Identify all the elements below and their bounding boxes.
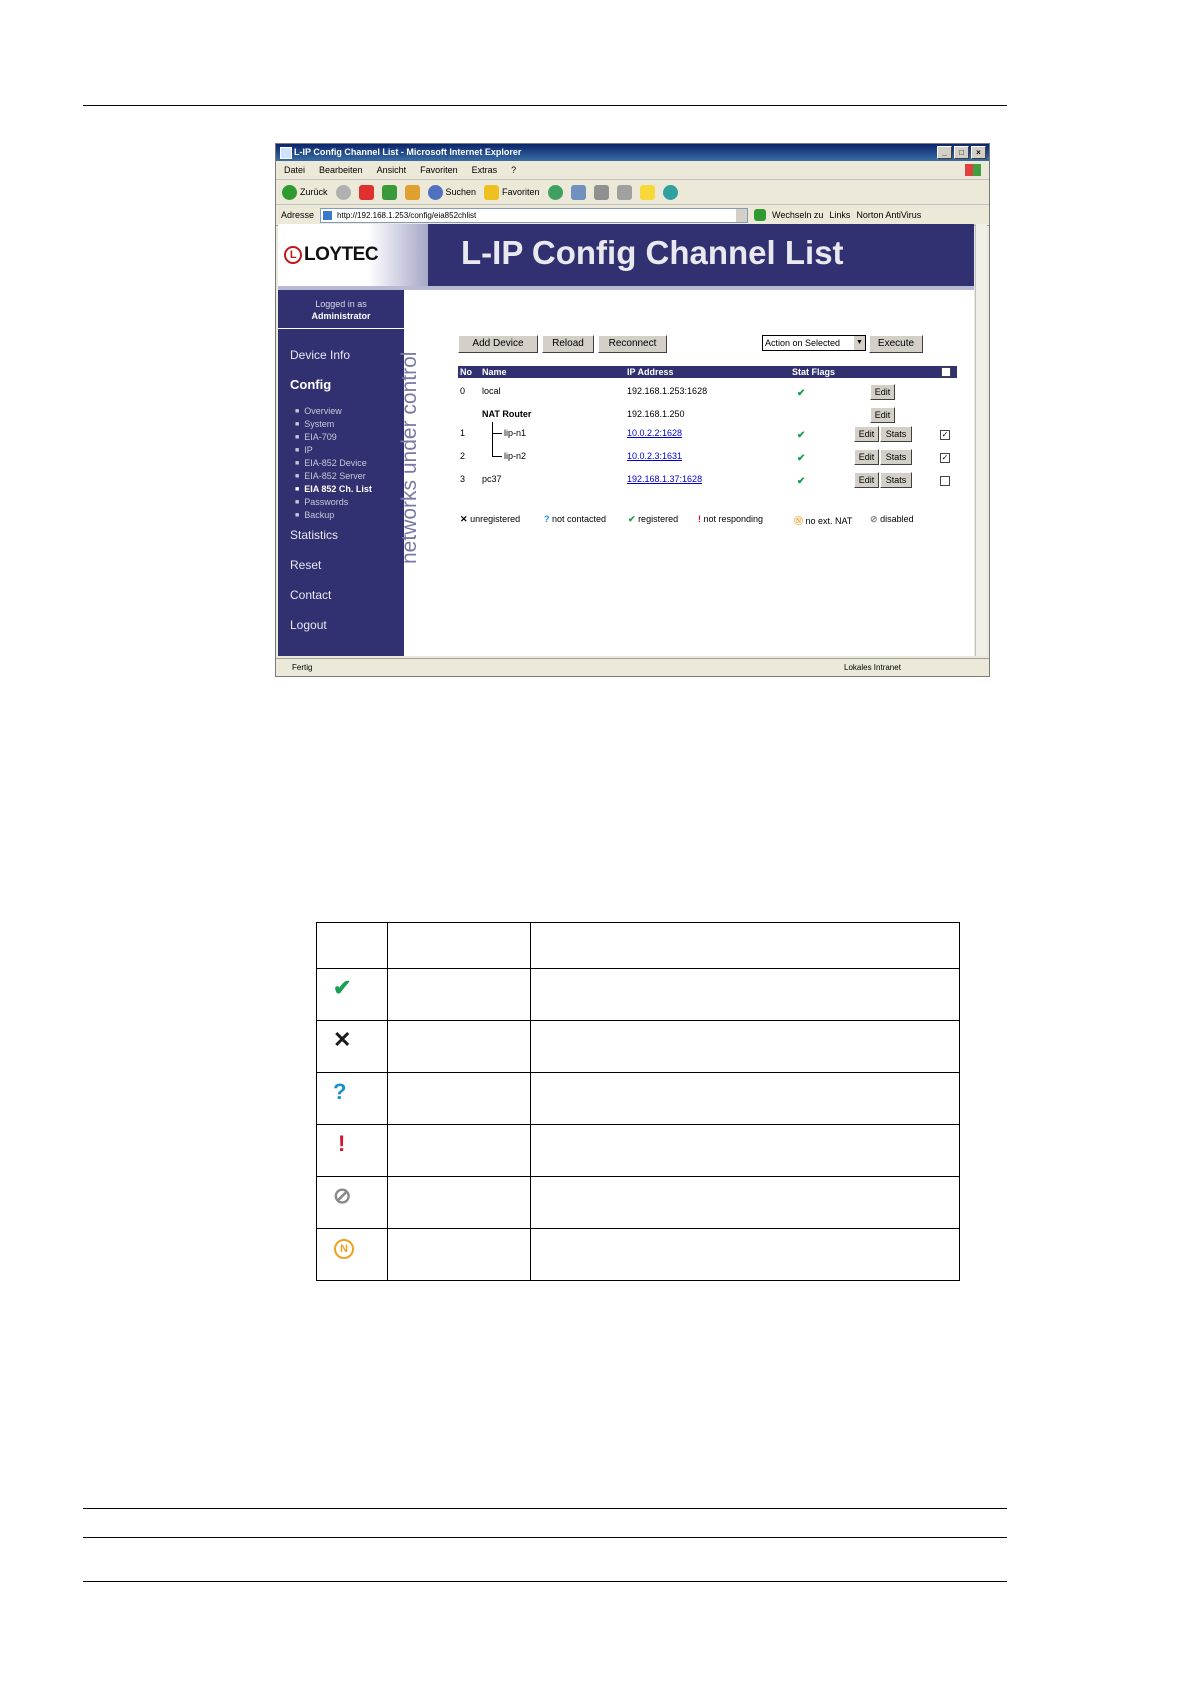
- status-text: Fertig: [292, 663, 313, 672]
- logo-area: [278, 224, 428, 286]
- header-cell: [388, 923, 531, 969]
- nav-contact[interactable]: Contact: [290, 588, 332, 602]
- description-cell: [531, 1073, 960, 1125]
- description-cell: [531, 1177, 960, 1229]
- history-icon[interactable]: [548, 185, 563, 200]
- check-icon: ✔: [333, 975, 352, 1000]
- sub-eia852-server[interactable]: ■ EIA-852 Server: [295, 470, 372, 483]
- status-bar: [276, 658, 989, 676]
- loytec-logo: L LOYTEC: [284, 244, 378, 266]
- nat-icon: Ⓝ: [794, 516, 804, 526]
- status-icon-table: [316, 922, 960, 1281]
- exclamation-icon: !: [698, 514, 701, 524]
- chevron-down-icon: ▼: [854, 336, 865, 350]
- address-url: http://192.168.1.253/config/eia852chlist: [337, 210, 477, 220]
- legend-no-ext-nat-label: no ext. NAT: [805, 516, 853, 526]
- back-label: Zurück: [300, 187, 328, 197]
- mail-icon[interactable]: [571, 185, 586, 200]
- back-icon: [282, 185, 297, 200]
- name-cell: [388, 1229, 531, 1281]
- row1-ip-link[interactable]: 10.0.2.2:1628: [627, 428, 683, 438]
- row1-stats-button[interactable]: Stats: [880, 426, 912, 442]
- name-cell: [388, 969, 531, 1021]
- tree-branch: [492, 456, 502, 457]
- sub-overview[interactable]: ■ Overview: [295, 405, 372, 418]
- banner: [278, 224, 974, 286]
- logo-text: LOYTEC: [304, 244, 379, 265]
- th-ip: IP Address: [627, 367, 674, 377]
- slogan: networks under control: [398, 351, 421, 564]
- row2-name: lip-n2: [504, 451, 527, 461]
- note-icon[interactable]: [640, 185, 655, 200]
- bottom-rule-1: [83, 1508, 1007, 1509]
- icon-cell: [317, 1073, 388, 1125]
- description-cell: [531, 1125, 960, 1177]
- nav-device-info[interactable]: Device Info: [290, 348, 351, 362]
- toolbar: [276, 180, 989, 205]
- description-cell: [531, 969, 960, 1021]
- check-icon: ✔: [628, 514, 636, 524]
- forward-icon[interactable]: [336, 185, 351, 200]
- x-icon: ✕: [333, 1027, 352, 1052]
- menu-favoriten[interactable]: Favoriten: [420, 165, 458, 175]
- star-icon: [484, 185, 499, 200]
- menu-datei[interactable]: Datei: [284, 165, 306, 175]
- legend-unregistered: [460, 514, 520, 525]
- legend-not-contacted: [544, 514, 606, 524]
- row3-edit-button[interactable]: Edit: [854, 472, 879, 488]
- name-cell: [388, 1177, 531, 1229]
- go-icon[interactable]: [754, 209, 766, 221]
- row2-ip-link[interactable]: 10.0.2.3:1631: [627, 451, 683, 461]
- table-header-row: [317, 923, 960, 969]
- user-name: Administrator: [311, 311, 371, 321]
- description-cell: [531, 1229, 960, 1281]
- description-cell: [531, 1021, 960, 1073]
- name-cell: [388, 1125, 531, 1177]
- exclamation-icon: !: [338, 1131, 346, 1156]
- name-cell: [388, 1021, 531, 1073]
- select-all-checkbox[interactable]: [941, 367, 951, 377]
- icon-cell: [317, 1177, 388, 1229]
- web-page: [278, 224, 974, 656]
- minimize-icon[interactable]: _: [937, 146, 952, 159]
- reload-button[interactable]: Reload: [542, 335, 594, 353]
- row3-stats-button[interactable]: Stats: [880, 472, 912, 488]
- messenger-icon[interactable]: [663, 185, 678, 200]
- chevron-down-icon[interactable]: [736, 209, 747, 222]
- search-icon: [428, 185, 443, 200]
- table-row: [317, 1229, 960, 1281]
- menu-bar: [276, 161, 989, 180]
- search-label: Suchen: [445, 187, 477, 197]
- row0-no: 0: [460, 386, 466, 396]
- tree-line: [492, 422, 493, 456]
- edit-icon[interactable]: [617, 185, 632, 200]
- row3-ip-link[interactable]: 192.168.1.37:1628: [627, 474, 703, 484]
- legend-no-ext-nat: [794, 514, 852, 527]
- nat-icon: N: [334, 1239, 354, 1259]
- go-button[interactable]: Wechseln zu: [772, 210, 824, 220]
- close-icon[interactable]: ×: [971, 146, 986, 159]
- back-button[interactable]: [282, 185, 328, 200]
- menu-help[interactable]: ?: [511, 165, 517, 175]
- row2-edit-button[interactable]: Edit: [854, 449, 879, 465]
- favorites-button[interactable]: [484, 185, 540, 200]
- bottom-rule-3: [83, 1581, 1007, 1582]
- nav-config[interactable]: Config: [290, 377, 332, 392]
- legend-disabled-label: disabled: [880, 514, 914, 524]
- sub-ip[interactable]: ■ IP: [295, 444, 372, 457]
- row0-name: local: [482, 386, 501, 396]
- bottom-rule-2: [83, 1537, 1007, 1538]
- stop-icon[interactable]: [359, 185, 374, 200]
- table-row: [317, 1021, 960, 1073]
- th-flags: Stat Flags: [792, 367, 836, 377]
- nat-edit-button[interactable]: Edit: [870, 407, 895, 423]
- table-row: [317, 1177, 960, 1229]
- menu-extras[interactable]: Extras: [471, 165, 498, 175]
- address-input[interactable]: [320, 208, 748, 223]
- nav-logout[interactable]: Logout: [290, 618, 327, 632]
- disabled-icon: ⊘: [870, 514, 878, 524]
- legend-registered: [628, 514, 678, 525]
- row0-edit-button[interactable]: Edit: [870, 384, 895, 400]
- row3-check-icon: ✔: [797, 476, 806, 487]
- name-cell: [388, 1073, 531, 1125]
- legend-registered-label: registered: [638, 514, 679, 524]
- page-title: L-IP Config Channel List: [461, 234, 844, 271]
- address-label: Adresse: [281, 210, 315, 220]
- logged-in-label: Logged in as: [315, 299, 367, 309]
- ie-icon: [280, 147, 292, 159]
- nat-name: NAT Router: [482, 409, 532, 419]
- maximize-icon[interactable]: □: [954, 146, 969, 159]
- zone-text: Lokales Intranet: [844, 663, 901, 672]
- search-button[interactable]: [428, 185, 477, 200]
- row1-name: lip-n1: [504, 428, 527, 438]
- vertical-scrollbar[interactable]: [975, 224, 987, 656]
- row0-ip: 192.168.1.253:1628: [627, 386, 708, 396]
- config-submenu: [295, 405, 372, 522]
- row1-edit-button[interactable]: Edit: [854, 426, 879, 442]
- home-icon[interactable]: [405, 185, 420, 200]
- row1-check-icon: ✔: [797, 430, 806, 441]
- table-row: [317, 969, 960, 1021]
- sidebar: [278, 290, 404, 656]
- icon-cell: [317, 1229, 388, 1281]
- browser-screenshot: [275, 143, 990, 677]
- nat-ip: 192.168.1.250: [627, 409, 685, 419]
- sub-backup[interactable]: ■ Backup: [295, 509, 372, 522]
- question-icon: ?: [544, 514, 550, 524]
- links-button[interactable]: Links: [829, 210, 851, 220]
- question-icon: ?: [333, 1079, 347, 1104]
- sidebar-divider: [278, 328, 404, 329]
- header-cell: [317, 923, 388, 969]
- row3-no: 3: [460, 474, 466, 484]
- icon-cell: [317, 1021, 388, 1073]
- legend-unregistered-label: unregistered: [470, 514, 521, 524]
- icon-cell: [317, 969, 388, 1021]
- nav-reset[interactable]: Reset: [290, 558, 322, 572]
- refresh-icon[interactable]: [382, 185, 397, 200]
- th-no: No: [460, 367, 472, 377]
- row1-checkbox[interactable]: ✓: [941, 430, 949, 439]
- row1-no: 1: [460, 428, 466, 438]
- sub-eia852-device[interactable]: ■ EIA-852 Device: [295, 457, 372, 470]
- row2-checkbox[interactable]: ✓: [941, 453, 949, 462]
- x-icon: ✕: [460, 514, 468, 524]
- sub-passwords[interactable]: ■ Passwords: [295, 496, 372, 509]
- channel-table-header: [458, 366, 957, 378]
- legend-not-responding-label: not responding: [703, 514, 764, 524]
- login-info: [278, 298, 404, 322]
- row2-stats-button[interactable]: Stats: [880, 449, 912, 465]
- nav-statistics[interactable]: Statistics: [290, 528, 339, 542]
- header-cell: [531, 923, 960, 969]
- row2-no: 2: [460, 451, 466, 461]
- tree-branch: [492, 433, 502, 434]
- print-icon[interactable]: [594, 185, 609, 200]
- row2-check-icon: ✔: [797, 453, 806, 464]
- th-name: Name: [482, 367, 507, 377]
- sub-eia709[interactable]: ■ EIA-709: [295, 431, 372, 444]
- execute-button[interactable]: Execute: [869, 335, 923, 353]
- table-row: [317, 1125, 960, 1177]
- legend-not-contacted-label: not contacted: [552, 514, 607, 524]
- icon-cell: [317, 1125, 388, 1177]
- sub-eia852-chlist[interactable]: ■ EIA 852 Ch. List: [295, 483, 372, 496]
- menu-bearbeiten[interactable]: Bearbeiten: [319, 165, 363, 175]
- action-select[interactable]: [762, 335, 866, 351]
- disabled-icon: ⊘: [333, 1183, 352, 1208]
- norton-button[interactable]: Norton AntiVirus: [856, 210, 922, 220]
- top-rule: [83, 105, 1007, 106]
- sub-system[interactable]: ■ System: [295, 418, 372, 431]
- window-title-bar: [276, 144, 989, 161]
- windows-flag-icon: [965, 164, 981, 176]
- add-device-button[interactable]: Add Device: [458, 335, 538, 353]
- address-bar: [276, 205, 989, 226]
- window-title: L-IP Config Channel List - Microsoft Internet Explorer: [294, 147, 522, 157]
- table-row: [317, 1073, 960, 1125]
- reconnect-button[interactable]: Reconnect: [598, 335, 667, 353]
- legend-not-responding: [698, 514, 763, 524]
- action-select-value: Action on Selected: [765, 338, 841, 348]
- row0-check-icon: ✔: [797, 388, 806, 399]
- row3-name: pc37: [482, 474, 502, 484]
- row3-checkbox[interactable]: [940, 476, 950, 486]
- menu-ansicht[interactable]: Ansicht: [376, 165, 407, 175]
- favorites-label: Favoriten: [502, 187, 540, 197]
- legend-disabled: [870, 514, 914, 525]
